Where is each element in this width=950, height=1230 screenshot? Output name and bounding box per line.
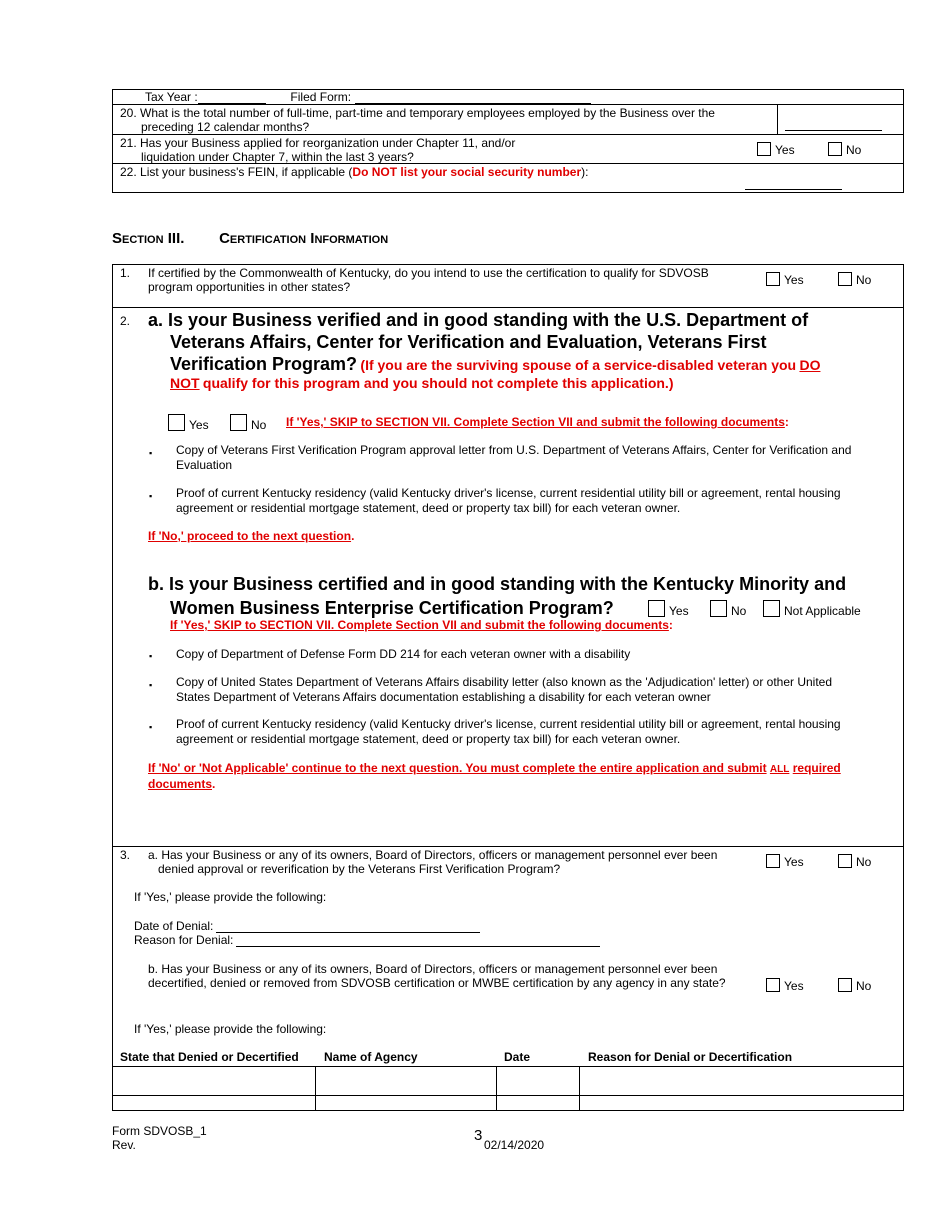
bullet-icon: ▪	[149, 651, 153, 661]
bullet-icon: ▪	[149, 680, 153, 690]
bullet-text: Copy of United States Department of Veterans Affairs disability letter (also known as the 'Adjudication' letter) or other United	[176, 675, 833, 689]
page-number: 3	[474, 1127, 483, 1144]
footer-rev: Rev.	[112, 1138, 136, 1152]
q2b-if-no	[148, 761, 888, 791]
divider	[112, 846, 904, 847]
q2a-no-option[interactable]	[230, 414, 266, 432]
date-of-denial-row	[134, 919, 480, 933]
checkbox[interactable]	[648, 600, 665, 617]
question-22-warning: Do NOT list your social security number	[352, 165, 582, 179]
bullet-text-cont: States Department of Veterans Affairs documentation establishing a disability for each veteran owner	[176, 690, 711, 704]
employee-count-field[interactable]	[785, 118, 882, 131]
q2b-bullet-1: Copy of Department of Defense Form DD 214 for each veteran owner with a disability	[176, 647, 631, 661]
q2a-skip-text: If 'Yes,' SKIP to SECTION VII. Complete Section VII and submit the following documents	[286, 415, 785, 429]
question-2a-warning-text: qualify for this program and you should not complete this application.)	[202, 375, 674, 391]
question-2a-warning-not: NOT	[170, 375, 200, 391]
footer-date: 02/14/2020	[484, 1138, 545, 1152]
question-2a-heading-line3	[170, 353, 890, 377]
yes-label: Yes	[669, 604, 689, 618]
question-20-text-cont: preceding 12 calendar months?	[141, 120, 310, 134]
table-cell[interactable]	[497, 1067, 579, 1095]
q2b-bullet-2	[176, 675, 896, 705]
no-label: No	[251, 418, 267, 432]
q3a-no-option[interactable]	[838, 854, 871, 869]
bullet-text-cont: agreement or residential mortgage statement, deed or property tax bill) for each veteran owner.	[176, 732, 681, 746]
not-applicable-label: Not Applicable	[784, 604, 861, 618]
question-2-number: 2.	[120, 314, 131, 328]
divider	[112, 307, 904, 308]
question-3b-text: b. Has your Business or any of its owners, Board of Directors, officers or management personnel ever been	[148, 962, 718, 976]
q2a-if-no-text: If 'No,' proceed to the next question	[148, 529, 352, 543]
question-2a-heading-end: Verification Program?	[170, 354, 358, 374]
date-of-denial-label: Date of Denial:	[134, 919, 214, 933]
section-label: Section III.	[112, 230, 185, 247]
q2b-yes-option[interactable]	[648, 600, 689, 618]
question-20-text: 20. What is the total number of full-time, part-time and temporary employees employed by the Business over the	[120, 106, 715, 120]
q3b-if-yes: If 'Yes,' please provide the following:	[134, 1022, 327, 1036]
divider	[112, 134, 904, 135]
bullet-text: Copy of Veterans First Verification Program approval letter from U.S. Department of Veterans Affairs, Center for Verification and	[176, 443, 852, 457]
q2a-bullet-2	[176, 486, 896, 516]
checkbox[interactable]	[838, 272, 852, 286]
tax-year-label: Tax Year :	[145, 90, 198, 104]
question-21-text-cont: liquidation under Chapter 7, within the last 3 years?	[141, 150, 414, 164]
question-22-text: 22. List your business's FEIN, if applicable (	[120, 165, 353, 179]
question-22-end: ):	[581, 165, 589, 179]
column-header-reason: Reason for Denial or Decertification	[588, 1050, 793, 1064]
tax-year-field[interactable]	[198, 91, 266, 104]
question-2b-heading: b. Is your Business certified and in good standing with the Kentucky Minority and	[148, 574, 847, 594]
column-header-state: State that Denied or Decertified	[120, 1050, 299, 1064]
q1-yes-option[interactable]	[766, 272, 804, 287]
q2b-no-option[interactable]	[710, 600, 746, 618]
q2b-skip-colon: :	[668, 618, 673, 632]
yes-label: Yes	[784, 855, 804, 869]
q3a-yes-option[interactable]	[766, 854, 804, 869]
no-label: No	[856, 855, 872, 869]
yes-label: Yes	[784, 273, 804, 287]
q3a-if-yes: If 'Yes,' please provide the following:	[134, 890, 327, 904]
checkbox[interactable]	[838, 978, 852, 992]
bullet-icon: ▪	[149, 722, 153, 732]
checkbox[interactable]	[168, 414, 185, 431]
q2b-if-no-documents: documents	[148, 777, 213, 791]
q2a-if-no-dot: .	[351, 529, 355, 543]
bullet-icon: ▪	[149, 491, 153, 501]
question-2a-heading-line2: Veterans Affairs, Center for Verification and Evaluation, Veterans First	[170, 332, 767, 352]
question-3b-text-cont: decertified, denied or removed from SDVOSB certification or MWBE certification by any agency in any state?	[148, 976, 726, 990]
bullet-text: Proof of current Kentucky residency (valid Kentucky driver's license, current residential utility bill or agreement, rental housing	[176, 717, 841, 731]
question-21-text: 21. Has your Business applied for reorganization under Chapter 11, and/or	[120, 136, 516, 150]
q2a-skip-instruction	[286, 415, 789, 429]
question-22	[120, 165, 588, 179]
question-2a-warning-line2	[170, 375, 674, 391]
q2a-bullet-1	[176, 443, 896, 473]
yes-label: Yes	[784, 979, 804, 993]
q2b-skip-instruction	[170, 618, 673, 632]
fein-field[interactable]	[745, 177, 842, 190]
question-2a-heading: a. Is your Business verified and in good standing with the U.S. Department of	[148, 310, 809, 330]
q21-yes-option[interactable]	[757, 142, 795, 157]
question-1-text: If certified by the Commonwealth of Kentucky, do you intend to use the certification to qualify for SDVOSB	[148, 266, 709, 280]
q2b-if-no-required: required	[792, 761, 841, 775]
bullet-text-cont: agreement or residential mortgage statement, deed or property tax bill) for each veteran owner.	[176, 501, 681, 515]
question-21	[120, 136, 720, 164]
question-1	[148, 266, 748, 294]
divider	[112, 1095, 904, 1096]
q2a-if-no	[148, 529, 354, 543]
question-3a-text-cont: denied approval or reverification by the Veterans First Verification Program?	[158, 862, 561, 876]
reason-for-denial-field[interactable]	[236, 934, 600, 947]
reason-for-denial-row	[134, 933, 600, 947]
question-2b-heading-line2	[170, 597, 614, 619]
question-20	[120, 106, 770, 134]
question-3a-text: a. Has your Business or any of its owners, Board of Directors, officers or management personnel ever been	[148, 848, 718, 862]
column-header-date: Date	[504, 1050, 531, 1064]
q2b-na-option[interactable]	[763, 600, 861, 618]
table-cell[interactable]	[580, 1067, 903, 1095]
q2b-bullet-3	[176, 717, 896, 747]
checkbox[interactable]	[828, 142, 842, 156]
question-3-number: 3.	[120, 848, 131, 862]
checkbox[interactable]	[230, 414, 247, 431]
footer-form-info	[112, 1124, 207, 1152]
yes-label: Yes	[189, 418, 209, 432]
q21-no-option[interactable]	[828, 142, 861, 157]
question-1-number: 1.	[120, 266, 131, 280]
q3b-no-option[interactable]	[838, 978, 871, 993]
divider	[112, 104, 904, 105]
question-2a-warning: (If you are the surviving spouse of a service-disabled veteran you	[360, 357, 797, 373]
no-label: No	[846, 143, 862, 157]
checkbox[interactable]	[766, 272, 780, 286]
divider	[777, 104, 778, 134]
q3b-yes-option[interactable]	[766, 978, 804, 993]
reason-for-denial-label: Reason for Denial:	[134, 933, 234, 947]
question-2b-heading-end: Women Business Enterprise Certification Program?	[170, 598, 614, 618]
table-cell[interactable]	[113, 1067, 315, 1095]
no-label: No	[731, 604, 747, 618]
yes-label: Yes	[775, 143, 795, 157]
column-header-agency: Name of Agency	[324, 1050, 418, 1064]
filed-form-label: Filed Form:	[290, 90, 352, 104]
no-label: No	[856, 979, 872, 993]
question-3a	[148, 848, 758, 876]
table-cell[interactable]	[316, 1067, 496, 1095]
bullet-text: Proof of current Kentucky residency (valid Kentucky driver's license, current residential utility bill or agreement, rental housing	[176, 486, 841, 500]
q2a-skip-colon: :	[784, 415, 789, 429]
filed-form-field[interactable]	[355, 91, 591, 104]
checkbox[interactable]	[766, 978, 780, 992]
q2b-if-no-all: ALL	[769, 764, 790, 775]
q2b-skip-text: If 'Yes,' SKIP to SECTION VII. Complete Section VII and submit the following documents	[170, 618, 669, 632]
section-heading	[112, 230, 388, 247]
footer-form-name: Form SDVOSB_1	[112, 1124, 207, 1138]
q2b-if-no-dot: .	[212, 777, 216, 791]
checkbox[interactable]	[710, 600, 727, 617]
question-2a-warning-do: DO	[799, 357, 821, 373]
bullet-text-cont: Evaluation	[176, 458, 233, 472]
q1-no-option[interactable]	[838, 272, 871, 287]
checkbox[interactable]	[763, 600, 780, 617]
q2a-yes-option[interactable]	[168, 414, 209, 432]
q2b-if-no-text: If 'No' or 'Not Applicable' continue to the next question. You must complete the entire application and submit	[148, 761, 767, 775]
checkbox[interactable]	[757, 142, 771, 156]
checkbox[interactable]	[766, 854, 780, 868]
date-of-denial-field[interactable]	[216, 920, 480, 933]
checkbox[interactable]	[838, 854, 852, 868]
bullet-icon: ▪	[149, 448, 153, 458]
tax-year-row	[145, 90, 591, 104]
question-1-text-cont: program opportunities in other states?	[148, 280, 351, 294]
no-label: No	[856, 273, 872, 287]
section-title: Certification Information	[219, 230, 389, 247]
question-3b	[148, 962, 758, 990]
